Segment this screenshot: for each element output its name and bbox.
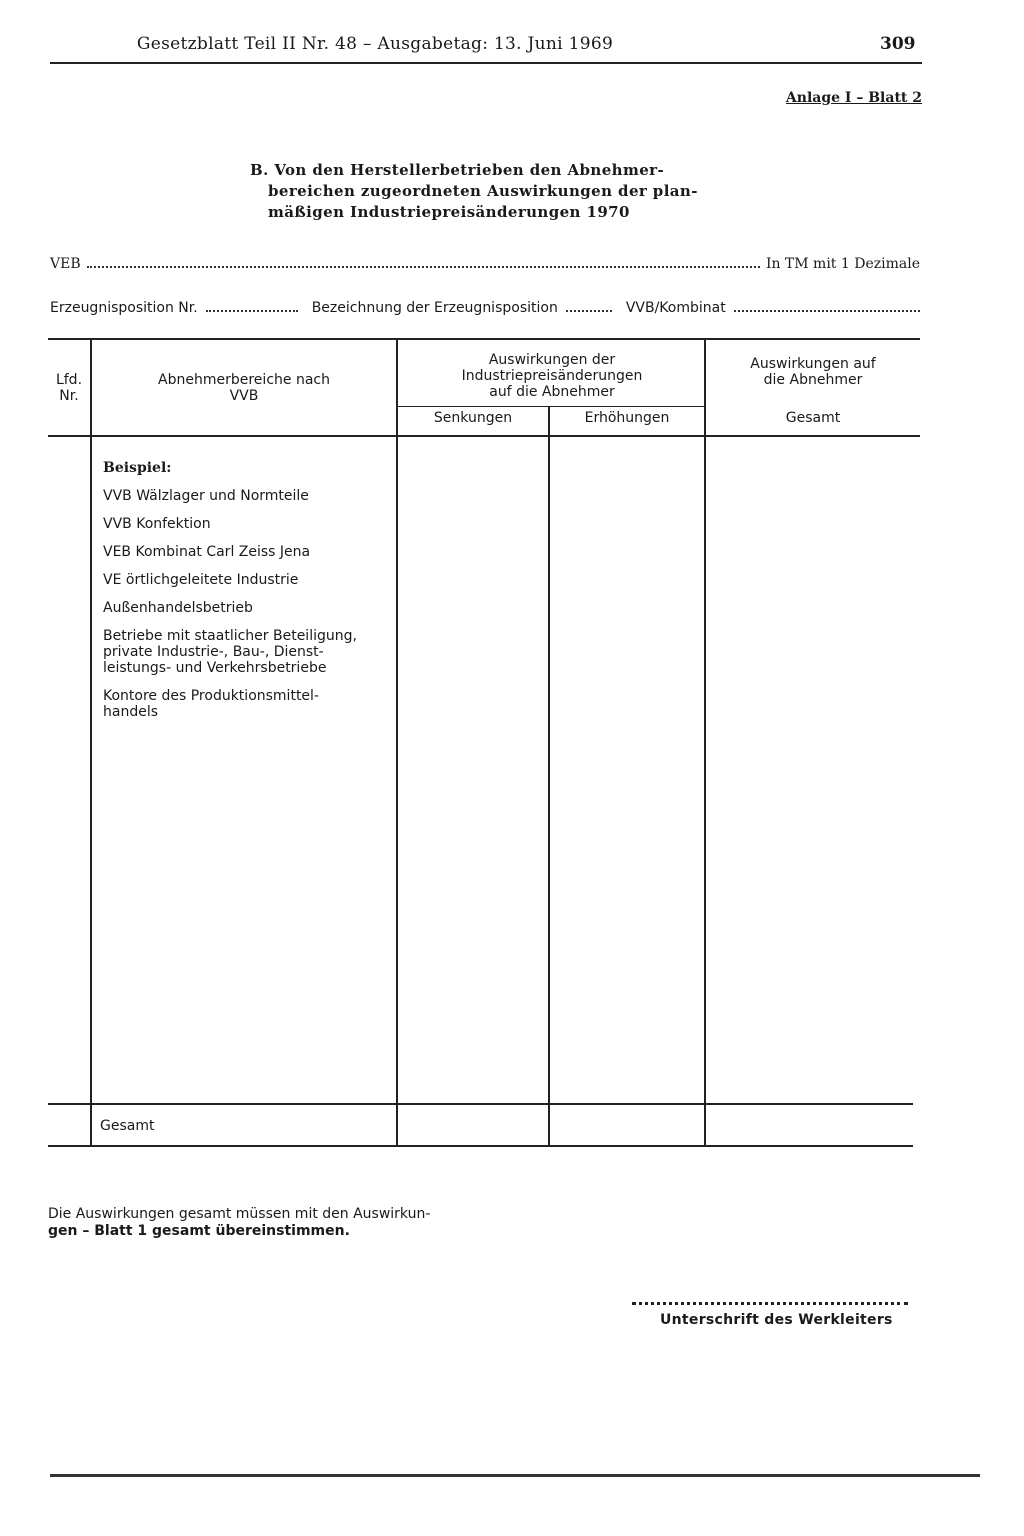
list-item: Kontore des Produktionsmittel-handels xyxy=(103,688,319,720)
designation-label: Bezeichnung der Erzeugnisposition xyxy=(311,300,558,316)
vvb-label: VVB/Kombinat xyxy=(625,300,726,316)
section-title xyxy=(250,160,720,223)
header-auswirkungen-line-1: Auswirkungen der xyxy=(488,352,616,368)
footnote-line-1: Die Auswirkungen gesamt müssen mit den Auswirkun- xyxy=(48,1206,431,1222)
list-item: VE örtlichgeleitete Industrie xyxy=(103,572,299,588)
list-item: VVB Wälzlager und Normteile xyxy=(103,488,309,504)
table-top-rule xyxy=(48,338,920,340)
header-rule xyxy=(50,62,922,64)
signature-label: Unterschrift des Werkleiters xyxy=(660,1312,893,1328)
unit-note: In TM mit 1 Dezimale xyxy=(765,256,920,272)
signature-line[interactable] xyxy=(632,1300,908,1305)
header-gesamt-group xyxy=(706,356,920,388)
col-divider-2 xyxy=(396,340,398,1145)
table-bottom-rule xyxy=(48,1145,913,1147)
recipient-list xyxy=(103,460,393,732)
list-item: Außenhandelsbetrieb xyxy=(103,600,253,616)
header-gesamt-line-1: Auswirkungen auf xyxy=(750,356,876,372)
title-line-3: mäßigen Industriepreisänderungen 1970 xyxy=(268,203,630,221)
header-lfd xyxy=(48,372,90,404)
running-head: Gesetzblatt Teil II Nr. 48 – Ausgabetag: 13. Juni 1969 xyxy=(136,34,614,54)
header-nr-line: Nr. xyxy=(59,388,79,404)
veb-label: VEB xyxy=(50,256,81,272)
col-divider-1 xyxy=(90,340,92,1145)
header-gesamt: Gesamt xyxy=(785,410,841,426)
header-auswirkungen xyxy=(398,352,706,400)
footnote xyxy=(48,1206,468,1240)
title-line-1: B. Von den Herstellerbetrieben den Abnehmer- xyxy=(250,161,665,179)
position-field-row xyxy=(50,298,920,316)
col-divider-4 xyxy=(704,340,706,1145)
list-item: Betriebe mit staatlicher Beteiligung, private Industrie-, Bau-, Dienst-leistungs- und Verkehrsbetriebe xyxy=(103,628,357,676)
position-fill-line[interactable] xyxy=(206,298,298,312)
total-row-label: Gesamt xyxy=(100,1118,155,1134)
header-gesamt-line-2: die Abnehmer xyxy=(763,372,863,388)
header-lfd-line: Lfd. xyxy=(55,372,83,388)
example-heading: Beispiel: xyxy=(103,460,172,476)
veb-field-row xyxy=(50,254,920,272)
list-item: VVB Konfektion xyxy=(103,516,211,532)
header-bottom-rule xyxy=(48,435,920,437)
col-divider-3 xyxy=(548,406,550,1145)
header-abnehmer xyxy=(92,372,396,404)
veb-fill-line[interactable] xyxy=(87,254,760,268)
header-abnehmer-line-2: VVB xyxy=(229,388,259,404)
list-item: VEB Kombinat Carl Zeiss Jena xyxy=(103,544,311,560)
title-line-2: bereichen zugeordneten Auswirkungen der plan- xyxy=(268,182,698,200)
footnote-line-2: gen – Blatt 1 gesamt übereinstimmen. xyxy=(48,1223,350,1239)
header-senkungen: Senkungen xyxy=(433,410,513,426)
vvb-fill-line[interactable] xyxy=(734,298,920,312)
position-label: Erzeugnisposition Nr. xyxy=(50,300,198,316)
designation-fill-line[interactable] xyxy=(566,298,612,312)
header-auswirkungen-line-2: Industriepreisänderungen xyxy=(461,368,643,384)
subheader-rule xyxy=(398,406,706,407)
header-erhoehungen: Erhöhungen xyxy=(584,410,670,426)
annex-label: Anlage I – Blatt 2 xyxy=(785,90,922,106)
total-top-rule xyxy=(48,1103,913,1105)
footer-rule xyxy=(50,1474,980,1477)
header-abnehmer-line-1: Abnehmerbereiche nach xyxy=(158,372,330,388)
page-number: 309 xyxy=(880,34,916,54)
header-auswirkungen-line-3: auf die Abnehmer xyxy=(489,384,615,400)
